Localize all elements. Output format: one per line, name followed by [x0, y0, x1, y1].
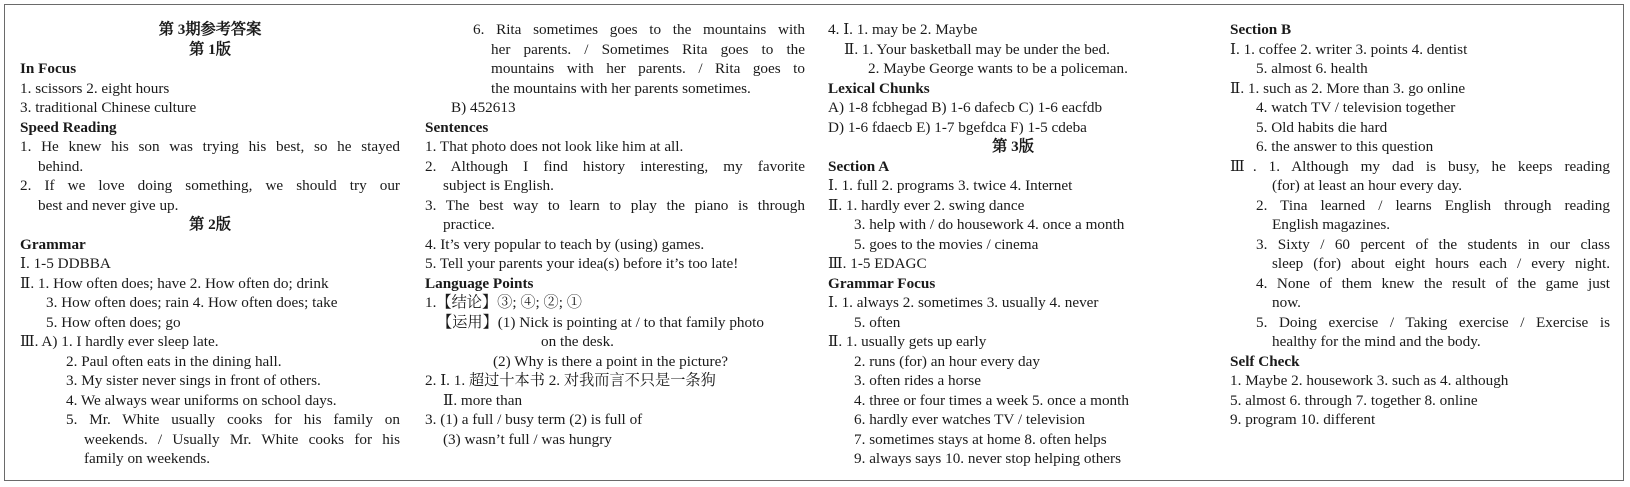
- answer-line: 1. That photo does not look like him at all.: [425, 138, 684, 155]
- answer-line: subject is English.: [443, 177, 554, 194]
- answer-line: 3. The best way to learn to play the piano is through: [425, 196, 805, 214]
- grammar-heading: Grammar: [20, 235, 86, 253]
- answer-line: 2. runs (for) an hour every day: [854, 352, 1040, 370]
- answer-line: 6. Rita sometimes goes to the mountains with: [473, 21, 805, 38]
- answer-line: (2) Why is there a point in the picture?: [493, 352, 729, 370]
- speed-reading-heading: Speed Reading: [20, 118, 117, 136]
- language-points-heading: Language Points: [425, 274, 534, 292]
- answer-line: English magazines.: [1272, 216, 1391, 233]
- answer-line: 3. How often does; rain 4. How often does; take: [46, 294, 338, 311]
- answer-line: 9. always says 10. never stop helping others: [854, 450, 1121, 467]
- answer-line: A) 1-8 fcbhegad B) 1-6 dafecb C) 1-6 eacfdb: [828, 99, 1103, 116]
- answer-line: 6. hardly ever watches TV / television: [854, 411, 1085, 428]
- answer-line: Ⅲ. A) 1. I hardly ever sleep late.: [20, 333, 219, 350]
- answer-line: 6. the answer to this question: [1256, 138, 1434, 155]
- answer-line: 3. My sister never sings in front of others.: [66, 372, 321, 389]
- answer-line: 2. Although I find history interesting, my favorite: [425, 157, 805, 175]
- answer-line: 4. Ⅰ. 1. may be 2. Maybe: [828, 21, 978, 38]
- answer-line: 4. None of them knew the result of the game just: [1256, 274, 1610, 292]
- answer-line: on the desk.: [541, 333, 614, 350]
- answer-line: 4. three or four times a week 5. once a month: [854, 391, 1129, 409]
- answer-line: Ⅱ. 1. such as 2. More than 3. go online: [1230, 79, 1466, 97]
- edition-2-heading: 第 2版: [189, 216, 231, 233]
- answer-line: now.: [1272, 294, 1301, 311]
- section-b-heading: Section B: [1230, 21, 1292, 38]
- answer-line: 3. traditional Chinese culture: [20, 99, 197, 116]
- answer-key-title: 第 3期参考答案: [158, 21, 262, 38]
- column-1: [20, 20, 400, 469]
- answer-line: 3. often rides a horse: [854, 372, 981, 389]
- answer-line: family on weekends.: [84, 450, 211, 467]
- answer-line: Ⅰ. 1-5 DDBBA: [20, 255, 111, 272]
- answer-line: 5. Old habits die hard: [1256, 118, 1388, 136]
- section-a-heading: Section A: [828, 157, 890, 175]
- answer-line: 5. How often does; go: [46, 313, 181, 331]
- answer-line: mountains with her parents. / Rita goes to: [491, 60, 805, 77]
- answer-line: Ⅰ. 1. coffee 2. writer 3. points 4. dentist: [1230, 40, 1468, 58]
- answer-line: 5. Tell your parents your idea(s) before it’s too late!: [425, 255, 739, 272]
- answer-line: (3) wasn’t full / was hungry: [443, 430, 612, 448]
- sentences-heading: Sentences: [425, 118, 489, 136]
- grammar-focus-heading: Grammar Focus: [828, 274, 936, 292]
- answer-line: Ⅱ. 1. Your basketball may be under the bed.: [844, 40, 1110, 58]
- answer-line: practice.: [443, 216, 495, 233]
- answer-line: sleep (for) about eight hours each / every night.: [1272, 255, 1610, 272]
- answer-line: 1. He knew his son was trying his best, so he stayed: [20, 138, 400, 155]
- answer-line: the mountains with her parents sometimes.: [491, 79, 751, 97]
- answer-line: 2. Paul often eats in the dining hall.: [66, 352, 282, 370]
- answer-line: Ⅰ. 1. full 2. programs 3. twice 4. Internet: [828, 177, 1073, 194]
- answer-line: Ⅱ. more than: [443, 391, 523, 409]
- answer-line: 5. Doing exercise / Taking exercise / Exercise is: [1256, 313, 1610, 331]
- answer-line: 1. Maybe 2. housework 3. such as 4. although: [1230, 372, 1509, 389]
- answer-line: 2. Ⅰ. 1. 超过十本书 2. 对我而言不只是一条狗: [425, 372, 716, 389]
- answer-line: Ⅱ. 1. usually gets up early: [828, 333, 987, 350]
- answer-line: 5. almost 6. through 7. together 8. online: [1230, 391, 1478, 409]
- answer-line: 5. goes to the movies / cinema: [854, 235, 1039, 253]
- answer-line: 【运用】(1) Nick is pointing at / to that family photo: [437, 313, 764, 331]
- answer-line: 3. Sixty / 60 percent of the students in our class: [1256, 235, 1610, 253]
- answer-line: 7. sometimes stays at home 8. often helps: [854, 430, 1107, 448]
- answer-line: (for) at least an hour every day.: [1272, 177, 1463, 194]
- answer-line: Ⅱ. 1. hardly ever 2. swing dance: [828, 196, 1025, 214]
- answer-line: 2. Tina learned / learns English through reading: [1256, 196, 1610, 214]
- column-2: [425, 20, 805, 449]
- answer-line: 2. If we love doing something, we should try our: [20, 177, 400, 194]
- answer-line: best and never give up.: [38, 196, 179, 214]
- answer-line: B) 452613: [451, 99, 516, 116]
- lexical-chunks-heading: Lexical Chunks: [828, 79, 930, 97]
- answer-line: her parents. / Sometimes Rita goes to the: [491, 40, 805, 58]
- answer-line: 5. Mr. White usually cooks for his family on: [66, 411, 400, 428]
- answer-line: 5. often: [854, 313, 901, 331]
- answer-line: Ⅲ. 1-5 EDAGC: [828, 255, 927, 272]
- answer-line: 4. We always wear uniforms on school days.: [66, 391, 337, 409]
- answer-line: weekends. / Usually Mr. White cooks for his: [84, 430, 400, 448]
- column-4: [1230, 20, 1610, 430]
- answer-line: 4. watch TV / television together: [1256, 99, 1456, 116]
- answer-line: healthy for the mind and the body.: [1272, 333, 1481, 350]
- answer-line: Ⅰ. 1. always 2. sometimes 3. usually 4. never: [828, 294, 1099, 311]
- answer-line: 1. scissors 2. eight hours: [20, 79, 170, 97]
- column-3: [828, 20, 1198, 469]
- answer-line: 2. Maybe George wants to be a policeman.: [868, 60, 1128, 77]
- in-focus-heading: In Focus: [20, 60, 77, 77]
- answer-line: 3. help with / do housework 4. once a month: [854, 216, 1125, 233]
- answer-line: 1.【结论】③; ④; ②; ①: [425, 294, 582, 311]
- edition-1-heading: 第 1版: [189, 40, 231, 58]
- answer-line: behind.: [38, 157, 84, 175]
- answer-line: 5. almost 6. health: [1256, 60, 1368, 77]
- answer-line: 9. program 10. different: [1230, 411, 1376, 428]
- edition-3-heading: 第 3版: [992, 138, 1034, 155]
- answer-line: 4. It’s very popular to teach by (using) games.: [425, 235, 705, 253]
- answer-line: D) 1-6 fdaecb E) 1-7 bgefdca F) 1-5 cdeba: [828, 118, 1087, 136]
- answer-line: Ⅲ. 1. Although my dad is busy, he keeps reading: [1230, 157, 1610, 175]
- answer-line: Ⅱ. 1. How often does; have 2. How often do; drink: [20, 274, 329, 292]
- self-check-heading: Self Check: [1230, 352, 1300, 370]
- answer-line: 3. (1) a full / busy term (2) is full of: [425, 411, 643, 428]
